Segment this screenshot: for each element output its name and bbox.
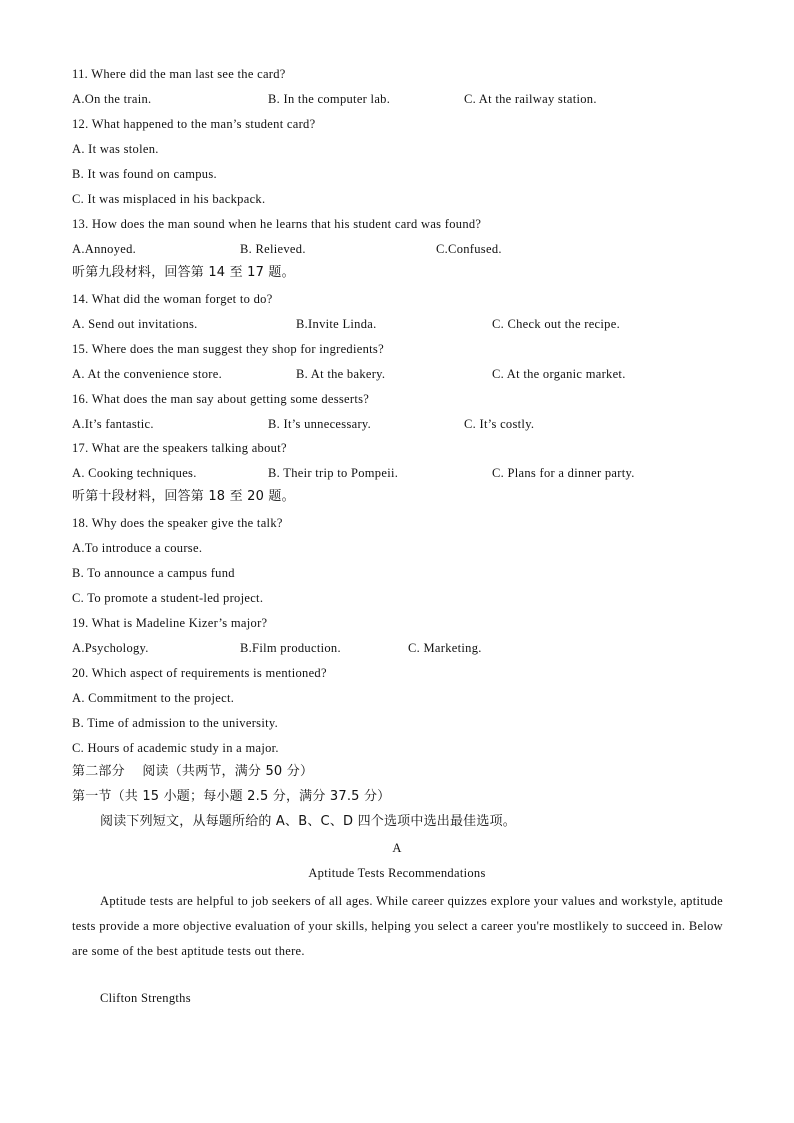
passage-letter: A [392, 841, 402, 855]
question-15-option-a: A. At the convenience store. [72, 367, 223, 381]
section-1-heading: 第一节（共 15 小题；每小题 2.5 分，满分 37.5 分） [72, 789, 391, 804]
question-17-option-b: B. Their trip to Pompeii. [268, 466, 399, 480]
question-14-options [72, 316, 732, 332]
question-20-stem: 20. Which aspect of requirements is mentioned? [72, 666, 327, 680]
question-15-option-c: C. At the organic market. [492, 367, 626, 381]
passage-title: Aptitude Tests Recommendations [308, 866, 486, 880]
passage-paragraph: Aptitude tests are helpful to job seekers of all ages. While career quizzes explore your values and workstyle, aptitude tests provide a more objective evaluation of your skills, helping you select a career you're mostlikely to succeed in. Below are some of the best aptitude tests out there. [72, 894, 723, 958]
question-17-option-c: C. Plans for a dinner party. [492, 466, 635, 480]
question-11-option-c: C. At the railway station. [464, 92, 597, 106]
question-19-option-b: B.Film production. [240, 641, 341, 655]
passage-subheading: Clifton Strengths [100, 991, 191, 1005]
question-16-option-c: C. It’s costly. [464, 417, 535, 431]
question-14-option-c: C. Check out the recipe. [492, 317, 620, 331]
part-2-heading: 第二部分 阅读（共两节，满分 50 分） [72, 764, 314, 779]
question-13-stem: 13. How does the man sound when he learns that his student card was found? [72, 217, 482, 231]
question-20-option-c: C. Hours of academic study in a major. [72, 741, 279, 755]
question-13-options [72, 241, 732, 257]
question-18-option-c: C. To promote a student-led project. [72, 591, 264, 605]
question-14-option-b: B.Invite Linda. [296, 317, 377, 331]
question-18-option-a: A.To introduce a course. [72, 541, 203, 555]
question-19-option-c: C. Marketing. [408, 641, 482, 655]
question-12-option-c: C. It was misplaced in his backpack. [72, 192, 266, 206]
reading-instruction: 阅读下列短文，从每题所给的 A、B、C、D 四个选项中选出最佳选项。 [100, 814, 516, 829]
question-15-options [72, 366, 732, 382]
question-12-stem: 12. What happened to the man’s student card? [72, 117, 316, 131]
question-15-stem: 15. Where does the man suggest they shop for ingredients? [72, 342, 384, 356]
question-11-stem: 11. Where did the man last see the card? [72, 67, 286, 81]
section-10-heading: 听第十段材料，回答第 18 至 20 题。 [72, 489, 295, 504]
question-20-option-a: A. Commitment to the project. [72, 691, 235, 705]
question-17-stem: 17. What are the speakers talking about? [72, 441, 287, 455]
question-12-option-a: A. It was stolen. [72, 142, 159, 156]
question-17-options [72, 465, 732, 481]
question-15-option-b: B. At the bakery. [296, 367, 386, 381]
section-9-heading: 听第九段材料，回答第 14 至 17 题。 [72, 265, 295, 280]
question-19-options [72, 640, 732, 656]
question-19-option-a: A.Psychology. [72, 641, 149, 655]
question-16-option-a: A.It’s fantastic. [72, 417, 154, 431]
question-20-option-b: B. Time of admission to the university. [72, 716, 279, 730]
question-18-stem: 18. Why does the speaker give the talk? [72, 516, 283, 530]
question-11-option-b: B. In the computer lab. [268, 92, 391, 106]
question-16-stem: 16. What does the man say about getting some desserts? [72, 392, 370, 406]
question-11-option-a: A.On the train. [72, 92, 152, 106]
question-17-option-a: A. Cooking techniques. [72, 466, 197, 480]
question-13-option-b: B. Relieved. [240, 242, 306, 256]
question-18-option-b: B. To announce a campus fund [72, 566, 235, 580]
question-12-option-b: B. It was found on campus. [72, 167, 217, 181]
question-13-option-c: C.Confused. [436, 242, 502, 256]
question-16-options [72, 416, 732, 432]
question-14-option-a: A. Send out invitations. [72, 317, 198, 331]
question-16-option-b: B. It’s unnecessary. [268, 417, 372, 431]
question-19-stem: 19. What is Madeline Kizer’s major? [72, 616, 268, 630]
question-14-stem: 14. What did the woman forget to do? [72, 292, 273, 306]
question-13-option-a: A.Annoyed. [72, 242, 137, 256]
question-11-options [72, 91, 732, 107]
